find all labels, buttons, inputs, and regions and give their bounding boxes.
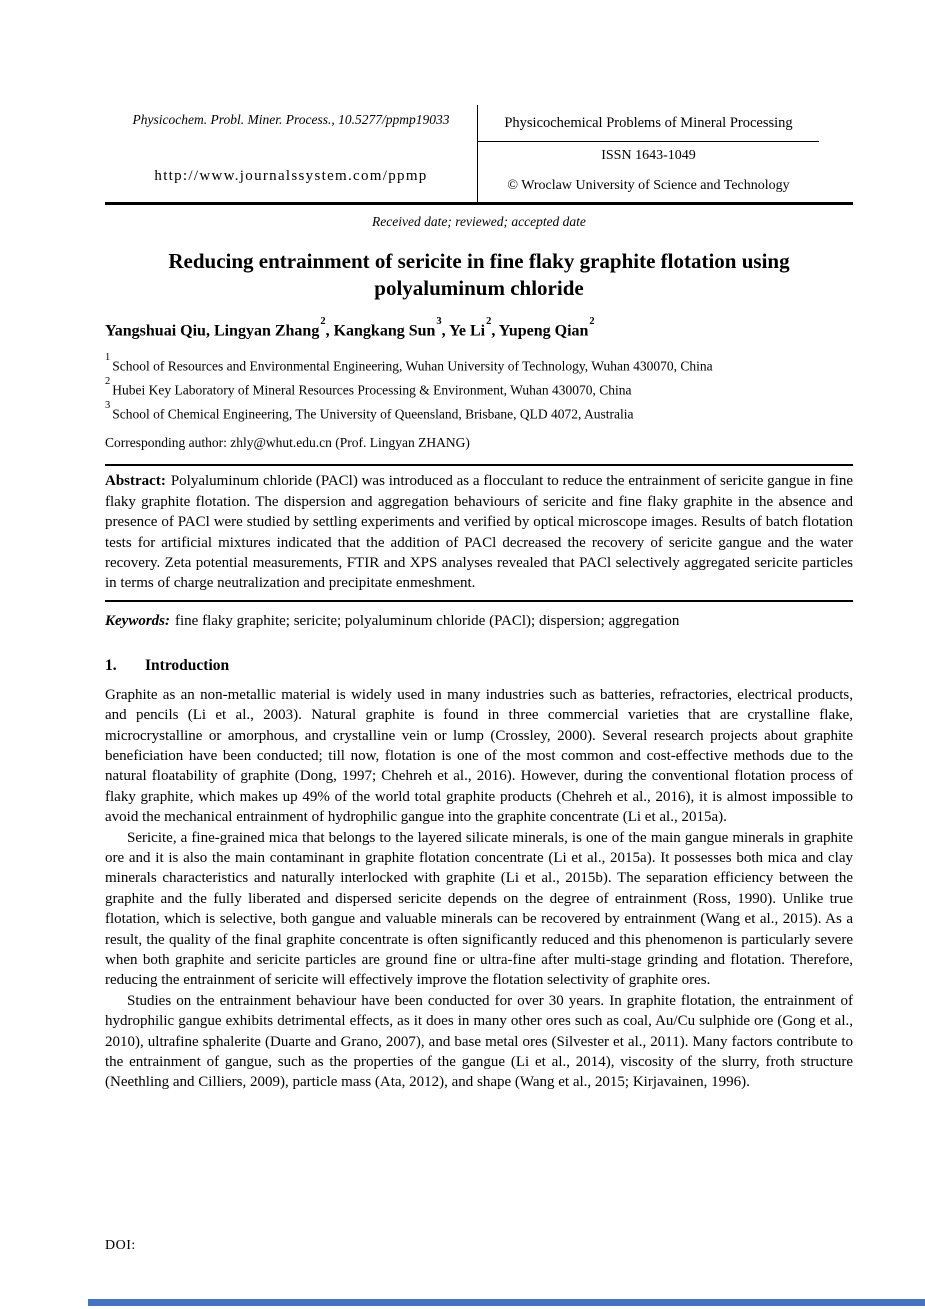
author-separator: ,: [325, 322, 334, 340]
header-right-cell: [477, 105, 819, 202]
intro-paragraph: Studies on the entrainment behaviour have been conducted for over 30 years. In graphite flotation, the entrainment of hydrophilic gangue exhibits detrimental effects, as it does in many other ores such as coal, Au/Cu sulphide ore (Gong et al., 2010), ultrafine sphalerite (Duarte and Grano, 2007), and base metal ores (Silvester et al., 2011). Many factors contribute to the entrainment of gangue, such as the properties of the gangue (Li et al., 2014), viscosity of the slurry, froth structure (Neethling and Cilliers, 2009), particle mass (Ata, 2012), and shape (Wang et al., 2015; Kirjavainen, 1996).: [105, 992, 853, 1091]
author-separator: ,: [441, 322, 450, 340]
intro-paragraph: Graphite as an non-metallic material is widely used in many industries such as batteries, refractories, electrical products, and pencils (Li et al., 2003). Natural graphite is found in three commercial varieties that are crystalline flake, microcrystalline or amorphous, and crystalline vein or lump (Crossley, 2000). Several research projects about graphite beneficiation have been conducted; till now, flotation is one of the most common and cost-effective methods due to the natural floatability of graphite (Dong, 1997; Chehreh et al., 2016). However, during the conventional flotation process of flaky graphite, which makes up 49% of the world total graphite products (Chehreh et al., 2016), it is almost impossible to avoid the mechanical entrainment of hydrophilic gangue into the graphite concentrate (Li et al., 2015a).: [105, 686, 853, 826]
journal-name: Physicochemical Problems of Mineral Processing: [478, 105, 819, 142]
keywords-text: fine flaky graphite; sericite; polyaluminum chloride (PACl); dispersion; aggregation: [175, 612, 680, 629]
affiliation-text: School of Chemical Engineering, The University of Queensland, Brisbane, QLD 4072, Australia: [112, 406, 634, 422]
introduction-body: [105, 685, 853, 1093]
received-dates-line: Received date; reviewed; accepted date: [372, 214, 586, 229]
author-name: Kangkang Sun: [333, 322, 436, 340]
author-separator: ,: [491, 322, 499, 340]
journal-reference: Physicochem. Probl. Miner. Process., 10.5277/ppmp19033: [132, 112, 450, 127]
intro-paragraph: Sericite, a fine-grained mica that belongs to the layered silicate minerals, is one of the main gangue minerals in graphite ore and it is also the main contaminant in graphite flotation concentrate (Li et al., 2015a). It possesses both mica and clay minerals characteristics and naturally interlocked with graphite (Li et al., 2015b). The separation efficiency between the graphite and the fully liberated and dispersed sericite depends on the degree of entrainment (Ross, 1990). Unlike true flotation, which is selective, both gangue and valuable minerals can be recovered by entrainment (Wang et al., 2015). As a result, the quality of the final graphite concentrate is often significantly reduced and this phenomenon is particularly severe when both graphite and sericite particles are ground fine or ultra-fine after multi-stage grinding and flotation. Therefore, reducing the entrainment of sericite will effectively improve the flotation selectivity of graphite ores.: [105, 829, 853, 989]
journal-issn: ISSN 1643-1049: [601, 147, 696, 163]
author-affiliation-superscript: 3: [436, 316, 442, 327]
author-separator: ,: [205, 322, 214, 340]
authors-line: [105, 316, 853, 340]
affiliation-text: School of Resources and Environmental Engineering, Wuhan University of Technology, Wuhan 430070, China: [112, 358, 713, 374]
author-affiliation-superscript: 2: [589, 316, 595, 327]
header-left-cell: [105, 105, 477, 202]
affiliation-line: [105, 377, 853, 401]
author-affiliation-superscript: 2: [320, 316, 326, 327]
affiliation-superscript: 2: [105, 376, 111, 388]
author-affiliation-superscript: 2: [486, 316, 492, 327]
bottom-blue-bar: [88, 1299, 925, 1306]
author-name: Yangshuai Qiu: [105, 322, 206, 340]
journal-header-table: [105, 105, 853, 205]
journal-copyright: © Wroclaw University of Science and Technology: [507, 177, 790, 193]
paper-title: Reducing entrainment of sericite in fine flaky graphite flotation using polyaluminum chloride: [168, 249, 790, 300]
corresponding-author-line: Corresponding author: zhly@whut.edu.cn (Prof. Lingyan ZHANG): [105, 435, 470, 451]
section-heading-introduction: [105, 657, 853, 675]
keywords-line: [105, 613, 853, 630]
abstract-bottom-rule: [105, 600, 853, 602]
keywords-label: Keywords:: [105, 612, 170, 629]
author-name: Lingyan Zhang: [213, 322, 320, 340]
abstract-top-rule: [105, 464, 853, 466]
abstract-text: Polyaluminum chloride (PACl) was introduced as a flocculant to reduce the entrainment of sericite gangue in fine flaky graphite flotation. The dispersion and aggregation behaviours of sericite and fine flaky graphite in the absence and presence of PACl were studied by settling experiments and verified by optical microscope images. Results of batch flotation tests for artificial mixtures indicated that the addition of PACl decreased the recovery of sericite gangue and the water recovery. Zeta potential measurements, FTIR and XPS analyses revealed that PACl selectively aggregated sericite particles in terms of charge neutralization and precipitate enmeshment.: [105, 473, 853, 592]
section-title: Introduction: [145, 656, 230, 674]
affiliation-line: [105, 401, 853, 425]
affiliations-block: [105, 353, 853, 425]
abstract-paragraph: [105, 471, 853, 593]
affiliation-text: Hubei Key Laboratory of Mineral Resources Processing & Environment, Wuhan 430070, China: [112, 382, 632, 398]
affiliation-superscript: 3: [105, 400, 111, 412]
affiliation-line: [105, 353, 853, 377]
section-number: 1.: [105, 656, 117, 674]
abstract-label: Abstract:: [105, 473, 166, 490]
doi-label: DOI:: [105, 1238, 136, 1253]
affiliation-superscript: 1: [105, 352, 111, 364]
author-name: Yupeng Qian: [498, 322, 589, 340]
journal-url-link[interactable]: http://www.journalssystem.com/ppmp: [154, 168, 428, 184]
page-content: [105, 0, 853, 1093]
author-name: Ye Li: [449, 322, 486, 340]
